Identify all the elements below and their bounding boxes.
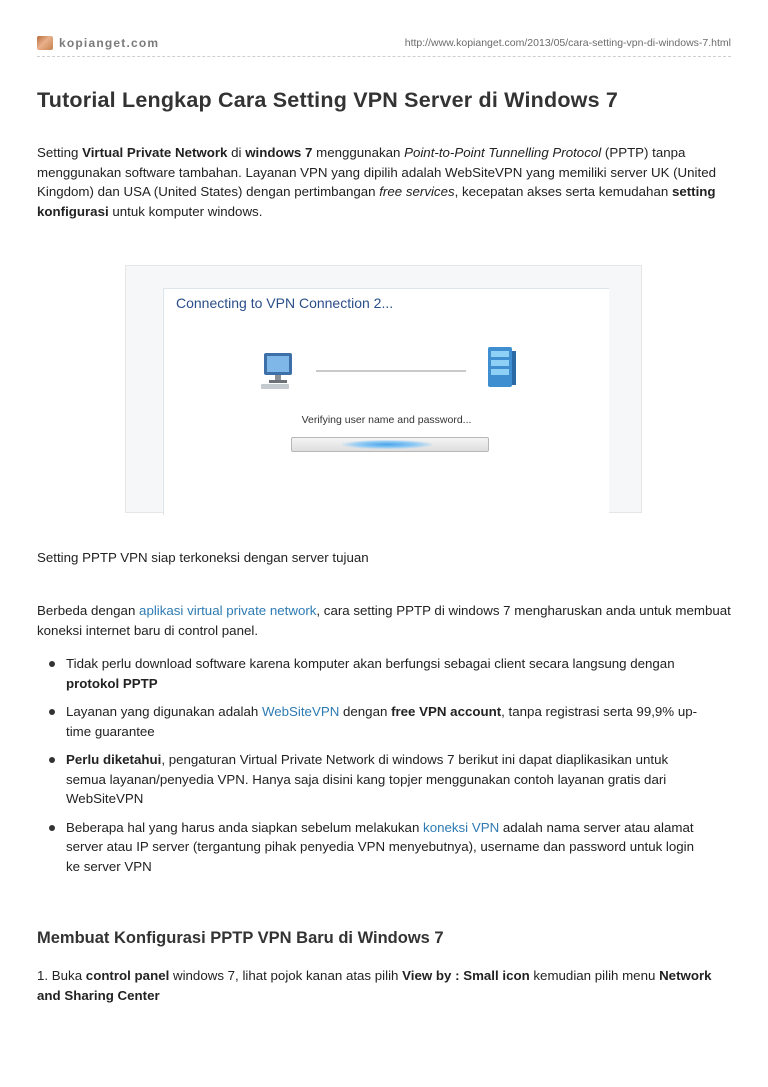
list-item: Tidak perlu download software karena komputer akan berfungsi sebagai client secara langsung dengan protokol PPTP xyxy=(37,654,711,693)
page-url[interactable]: http://www.kopianget.com/2013/05/cara-setting-vpn-di-windows-7.html xyxy=(404,37,731,49)
server-icon xyxy=(484,345,518,389)
link-aplikasi-vpn[interactable]: aplikasi virtual private network xyxy=(139,603,317,618)
connection-line xyxy=(316,370,466,372)
vpn-connecting-screenshot xyxy=(125,265,642,513)
progress-bar xyxy=(291,437,489,452)
intro-paragraph: Setting Virtual Private Network di windows 7 menggunakan Point-to-Point Tunnelling Protocol (PPTP) tanpa menggunakan software tambahan. Layanan VPN yang dipilih adalah WebSiteVPN yang memiliki server UK (United Kingdom) dan USA (United States) dengan pertimbangan free services, kecepatan akses serta kemudahan setting konfigurasi untuk komputer windows. xyxy=(37,145,716,219)
site-logo-icon xyxy=(37,36,53,50)
list-item: Perlu diketahui, pengaturan Virtual Private Network di windows 7 berikut ini dapat diaplikasikan untuk semua layanan/penyedia VPN. Hanya saja disini kang topjer menggunakan contoh layanan gratis dari WebSiteVPN xyxy=(37,750,711,809)
link-koneksi-vpn[interactable]: koneksi VPN xyxy=(423,819,500,835)
step-1: 1. Buka control panel windows 7, lihat pojok kanan atas pilih View by : Small icon kemudian pilih menu Network and Sharing Center xyxy=(37,968,712,1003)
vpn-dialog xyxy=(163,288,609,515)
computer-icon xyxy=(261,351,297,391)
dialog-status: Verifying user name and password... xyxy=(301,414,472,426)
bullet-list xyxy=(37,654,737,885)
bullet-icon xyxy=(49,661,55,667)
site-name[interactable]: kopianget.com xyxy=(59,36,160,50)
page-header xyxy=(37,34,731,57)
article-title: Tutorial Lengkap Cara Setting VPN Server di Windows 7 xyxy=(37,88,619,112)
bullet-icon xyxy=(49,709,55,715)
bullet-icon xyxy=(49,757,55,763)
dialog-title: Connecting to VPN Connection 2... xyxy=(176,295,394,311)
image-caption: Setting PPTP VPN siap terkoneksi dengan server tujuan xyxy=(37,550,369,565)
list-item: Layanan yang digunakan adalah WebSiteVPN dengan free VPN account, tanpa registrasi serta 99,9% up-time guarantee xyxy=(37,702,711,741)
bullet-icon xyxy=(49,825,55,831)
paragraph-2: Berbeda dengan aplikasi virtual private network, cara setting PPTP di windows 7 mengharuskan anda untuk membuat koneksi internet baru di control panel. xyxy=(37,603,731,638)
list-item: Beberapa hal yang harus anda siapkan sebelum melakukan koneksi VPN adalah nama server atau alamat server atau IP server (tergantung pihak penyedia VPN menyebutnya), username dan password untuk login ke server VPN xyxy=(37,818,711,877)
progress-indicator xyxy=(342,440,432,449)
link-websitevpn[interactable]: WebSiteVPN xyxy=(261,704,340,719)
section-title: Membuat Konfigurasi PPTP VPN Baru di Windows 7 xyxy=(37,929,444,947)
